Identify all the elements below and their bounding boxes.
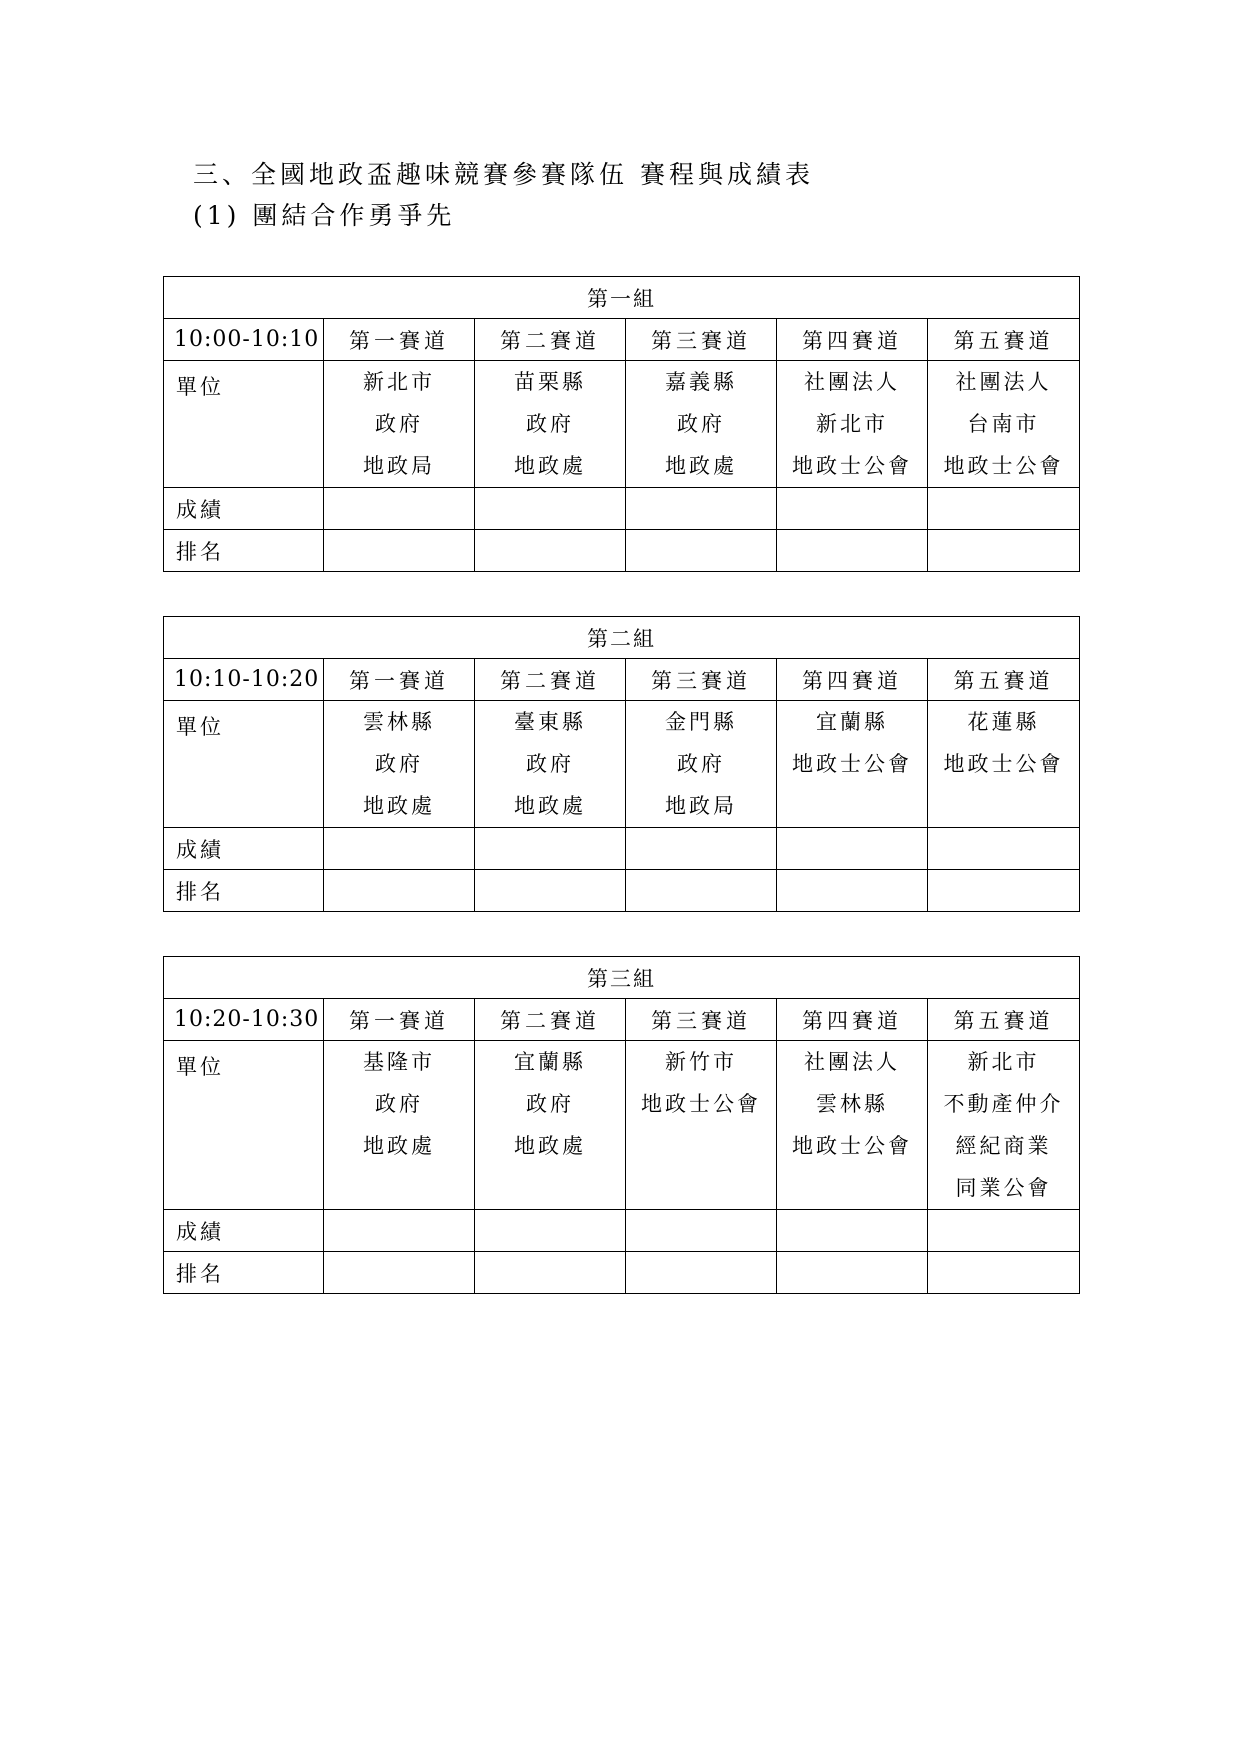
- unit-name-line: 不動產仲介: [943, 1092, 1064, 1116]
- unit-name-line: 新北市: [967, 1050, 1040, 1074]
- rank-cell-lane-5[interactable]: [928, 530, 1080, 572]
- unit-cell-lane-1: [324, 701, 475, 828]
- unit-name-line: 地政局: [363, 454, 435, 478]
- score-cell-lane-5[interactable]: [928, 488, 1080, 530]
- lane-header-1: 第一賽道: [324, 319, 475, 361]
- unit-cell-lane-2: [475, 361, 626, 488]
- rank-cell-lane-2[interactable]: [475, 530, 626, 572]
- lane-header-3: 第三賽道: [626, 319, 777, 361]
- rank-cell-lane-3[interactable]: [626, 870, 777, 912]
- unit-name-line: 宜蘭縣: [514, 1050, 586, 1074]
- unit-row-label: 單位: [164, 1041, 324, 1210]
- score-cell-lane-5[interactable]: [928, 828, 1080, 870]
- unit-name-line: 地政處: [363, 794, 435, 818]
- unit-name-line: 地政士公會: [792, 1134, 912, 1158]
- unit-name-line: 政府: [375, 1092, 423, 1116]
- lane-header-1: 第一賽道: [324, 659, 475, 701]
- lane-header-5: 第五賽道: [928, 999, 1080, 1041]
- unit-name-line: 政府: [375, 752, 423, 776]
- score-cell-lane-2[interactable]: [475, 488, 626, 530]
- time-slot: 10:20-10:30: [164, 999, 324, 1041]
- group-name: 第二組: [164, 617, 1080, 659]
- unit-name-line: 地政士公會: [792, 454, 912, 478]
- time-slot: 10:10-10:20: [164, 659, 324, 701]
- unit-name-line: 社團法人: [955, 370, 1052, 394]
- unit-cell-lane-1: [324, 1041, 475, 1210]
- unit-name-line: 同業公會: [955, 1176, 1052, 1200]
- unit-row-label: 單位: [164, 361, 324, 488]
- rank-row-label: 排名: [164, 530, 324, 572]
- unit-row-label: 單位: [164, 701, 324, 828]
- unit-name-line: 花蓮縣: [967, 710, 1040, 734]
- unit-name-line: 社團法人: [804, 370, 900, 394]
- rank-cell-lane-2[interactable]: [475, 1252, 626, 1294]
- unit-name-line: 臺東縣: [514, 710, 586, 734]
- unit-name-line: 地政士公會: [792, 752, 912, 776]
- unit-name-line: 地政處: [514, 1134, 586, 1158]
- score-row-label: 成績: [164, 828, 324, 870]
- unit-name-line: 政府: [677, 412, 725, 436]
- unit-name-line: 地政士公會: [943, 454, 1064, 478]
- score-cell-lane-5[interactable]: [928, 1210, 1080, 1252]
- unit-name-line: 台南市: [967, 412, 1040, 436]
- lane-header-2: 第二賽道: [475, 999, 626, 1041]
- lane-header-4: 第四賽道: [777, 659, 928, 701]
- unit-cell-lane-4: [777, 361, 928, 488]
- unit-cell-lane-1: [324, 361, 475, 488]
- section-subtitle: (1) 團結合作勇爭先: [193, 201, 456, 230]
- unit-cell-lane-3: [626, 701, 777, 828]
- unit-name-line: 苗栗縣: [514, 370, 586, 394]
- rank-row-label: 排名: [164, 870, 324, 912]
- score-cell-lane-3[interactable]: [626, 488, 777, 530]
- score-cell-lane-2[interactable]: [475, 828, 626, 870]
- unit-cell-lane-3: [626, 361, 777, 488]
- unit-name-line: 經紀商業: [955, 1134, 1052, 1158]
- rank-cell-lane-5[interactable]: [928, 870, 1080, 912]
- unit-cell-lane-5: [928, 361, 1080, 488]
- score-cell-lane-3[interactable]: [626, 828, 777, 870]
- unit-name-line: 地政士公會: [943, 752, 1064, 776]
- unit-name-line: 政府: [375, 412, 423, 436]
- unit-cell-lane-4: [777, 1041, 928, 1210]
- unit-name-line: 雲林縣: [363, 710, 435, 734]
- group-table-1: [163, 276, 1080, 572]
- score-cell-lane-3[interactable]: [626, 1210, 777, 1252]
- rank-cell-lane-5[interactable]: [928, 1252, 1080, 1294]
- unit-name-line: 金門縣: [665, 710, 737, 734]
- unit-name-line: 地政處: [665, 454, 737, 478]
- rank-cell-lane-1[interactable]: [324, 530, 475, 572]
- rank-cell-lane-1[interactable]: [324, 870, 475, 912]
- lane-header-4: 第四賽道: [777, 999, 928, 1041]
- unit-name-line: 基隆市: [363, 1050, 435, 1074]
- unit-cell-lane-5: [928, 1041, 1080, 1210]
- page-title: 三、全國地政盃趣味競賽參賽隊伍 賽程與成績表: [193, 160, 814, 189]
- lane-header-3: 第三賽道: [626, 659, 777, 701]
- rank-cell-lane-1[interactable]: [324, 1252, 475, 1294]
- time-slot: 10:00-10:10: [164, 319, 324, 361]
- lane-header-4: 第四賽道: [777, 319, 928, 361]
- unit-name-line: 雲林縣: [816, 1092, 888, 1116]
- score-row-label: 成績: [164, 488, 324, 530]
- lane-header-2: 第二賽道: [475, 659, 626, 701]
- lane-header-5: 第五賽道: [928, 319, 1080, 361]
- unit-name-line: 地政處: [514, 794, 586, 818]
- group-table-3: [163, 956, 1080, 1294]
- group-name: 第三組: [164, 957, 1080, 999]
- unit-cell-lane-4: [777, 701, 928, 828]
- score-cell-lane-4[interactable]: [777, 488, 928, 530]
- rank-cell-lane-4[interactable]: [777, 530, 928, 572]
- unit-name-line: 地政士公會: [641, 1092, 761, 1116]
- unit-name-line: 嘉義縣: [665, 370, 737, 394]
- lane-header-1: 第一賽道: [324, 999, 475, 1041]
- unit-name-line: 政府: [526, 1092, 574, 1116]
- unit-cell-lane-2: [475, 701, 626, 828]
- lane-header-2: 第二賽道: [475, 319, 626, 361]
- unit-name-line: 地政處: [514, 454, 586, 478]
- unit-name-line: 新竹市: [665, 1050, 737, 1074]
- rank-cell-lane-4[interactable]: [777, 870, 928, 912]
- score-cell-lane-1[interactable]: [324, 828, 475, 870]
- score-cell-lane-1[interactable]: [324, 488, 475, 530]
- unit-name-line: 地政處: [363, 1134, 435, 1158]
- rank-cell-lane-4[interactable]: [777, 1252, 928, 1294]
- rank-row-label: 排名: [164, 1252, 324, 1294]
- score-cell-lane-1[interactable]: [324, 1210, 475, 1252]
- lane-header-3: 第三賽道: [626, 999, 777, 1041]
- score-row-label: 成績: [164, 1210, 324, 1252]
- unit-cell-lane-3: [626, 1041, 777, 1210]
- group-table-2: [163, 616, 1080, 912]
- unit-name-line: 新北市: [816, 412, 888, 436]
- rank-cell-lane-3[interactable]: [626, 530, 777, 572]
- rank-cell-lane-2[interactable]: [475, 870, 626, 912]
- unit-name-line: 政府: [526, 752, 574, 776]
- unit-cell-lane-5: [928, 701, 1080, 828]
- unit-name-line: 新北市: [363, 370, 435, 394]
- score-cell-lane-2[interactable]: [475, 1210, 626, 1252]
- score-cell-lane-4[interactable]: [777, 1210, 928, 1252]
- unit-cell-lane-2: [475, 1041, 626, 1210]
- unit-name-line: 宜蘭縣: [816, 710, 888, 734]
- rank-cell-lane-3[interactable]: [626, 1252, 777, 1294]
- lane-header-5: 第五賽道: [928, 659, 1080, 701]
- score-cell-lane-4[interactable]: [777, 828, 928, 870]
- unit-name-line: 政府: [677, 752, 725, 776]
- unit-name-line: 社團法人: [804, 1050, 900, 1074]
- group-name: 第一組: [164, 277, 1080, 319]
- unit-name-line: 地政局: [665, 794, 737, 818]
- unit-name-line: 政府: [526, 412, 574, 436]
